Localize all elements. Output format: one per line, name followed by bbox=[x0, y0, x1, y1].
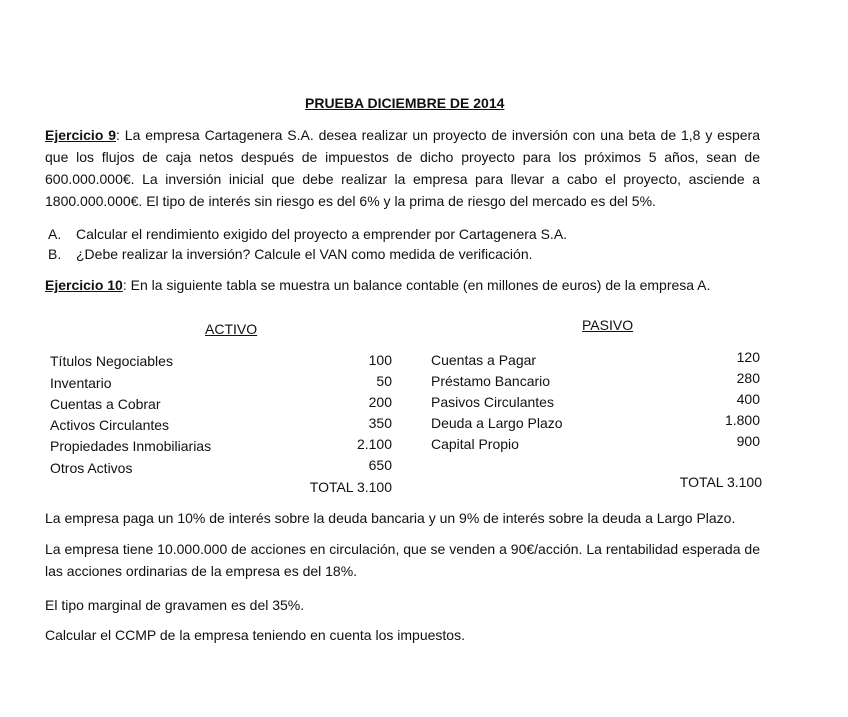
table-row-value: 50 bbox=[376, 373, 392, 389]
document-title: PRUEBA DICIEMBRE DE 2014 bbox=[305, 95, 505, 111]
exercise-9-statement bbox=[45, 124, 760, 212]
table-row-value: 400 bbox=[736, 391, 760, 407]
table-row-label: Inventario bbox=[50, 375, 112, 391]
table-row-value: 900 bbox=[736, 433, 760, 449]
pasivo-total: TOTAL 3.100 bbox=[679, 474, 762, 490]
table-row-label: Propiedades Inmobiliarias bbox=[50, 438, 212, 454]
table-row-label: Activos Circulantes bbox=[50, 417, 170, 433]
exercise-9-text: : La empresa Cartagenera S.A. desea realizar un proyecto de inversión con una beta de 1,8 y espera que los flujos de caja netos después de impuestos de dicho proyecto para los próximos 5 años, sean de 600.000.000€. La inversión inicial que debe realizar la empresa para llevar a cabo el proyecto, asciende a 1800.000.000€. El tipo de interés sin riesgo es del 6% y la prima de riesgo del mercado es del 5%. bbox=[45, 127, 760, 209]
exercise-9-questions bbox=[48, 224, 567, 264]
paragraph-interest: La empresa paga un 10% de interés sobre la deuda bancaria y un 9% de interés sobre la deuda a Largo Plazo. bbox=[45, 510, 736, 526]
table-row-label: Deuda a Largo Plazo bbox=[431, 415, 563, 431]
table-row-label: Cuentas a Cobrar bbox=[50, 396, 161, 412]
activo-total: TOTAL 3.100 bbox=[309, 479, 392, 495]
list-item bbox=[48, 244, 567, 264]
table-row-value: 2.100 bbox=[356, 436, 392, 452]
table-row-value: 350 bbox=[368, 415, 392, 431]
table-row-label: Pasivos Circulantes bbox=[431, 394, 554, 410]
list-item bbox=[48, 224, 567, 244]
exercise-9-label: Ejercicio 9 bbox=[45, 127, 117, 143]
table-row-value: 120 bbox=[736, 349, 760, 365]
table-row-value: 1.800 bbox=[724, 412, 760, 428]
list-marker: B. bbox=[48, 246, 62, 262]
exercise-10-text: : En la siguiente tabla se muestra un balance contable (en millones de euros) de la empresa A. bbox=[122, 277, 711, 293]
table-row-label: Capital Propio bbox=[431, 436, 519, 452]
table-row-value: 100 bbox=[368, 352, 392, 368]
table-row-value: 650 bbox=[368, 457, 392, 473]
table-row-label: Títulos Negociables bbox=[50, 353, 173, 369]
list-item-text: ¿Debe realizar la inversión? Calcule el VAN como medida de verificación. bbox=[76, 246, 533, 262]
paragraph-question: Calcular el CCMP de la empresa teniendo en cuenta los impuestos. bbox=[45, 627, 465, 643]
pasivo-header: PASIVO bbox=[582, 317, 634, 333]
table-row-label: Cuentas a Pagar bbox=[431, 352, 537, 368]
activo-header: ACTIVO bbox=[205, 321, 258, 337]
list-item-text: Calcular el rendimiento exigido del proyecto a emprender por Cartagenera S.A. bbox=[76, 226, 568, 242]
exercise-10-label: Ejercicio 10 bbox=[45, 277, 123, 293]
table-row-value: 280 bbox=[736, 370, 760, 386]
table-row-label: Préstamo Bancario bbox=[431, 373, 551, 389]
paragraph-tax-rate: El tipo marginal de gravamen es del 35%. bbox=[45, 597, 305, 613]
exercise-10-statement bbox=[45, 274, 760, 296]
table-row-value: 200 bbox=[368, 394, 392, 410]
list-marker: A. bbox=[48, 226, 62, 242]
table-row-label: Otros Activos bbox=[50, 460, 133, 476]
paragraph-shares: La empresa tiene 10.000.000 de acciones en circulación, que se venden a 90€/acción. La rentabilidad esperada de las acciones ordinarias de la empresa es del 18%. bbox=[45, 541, 760, 579]
